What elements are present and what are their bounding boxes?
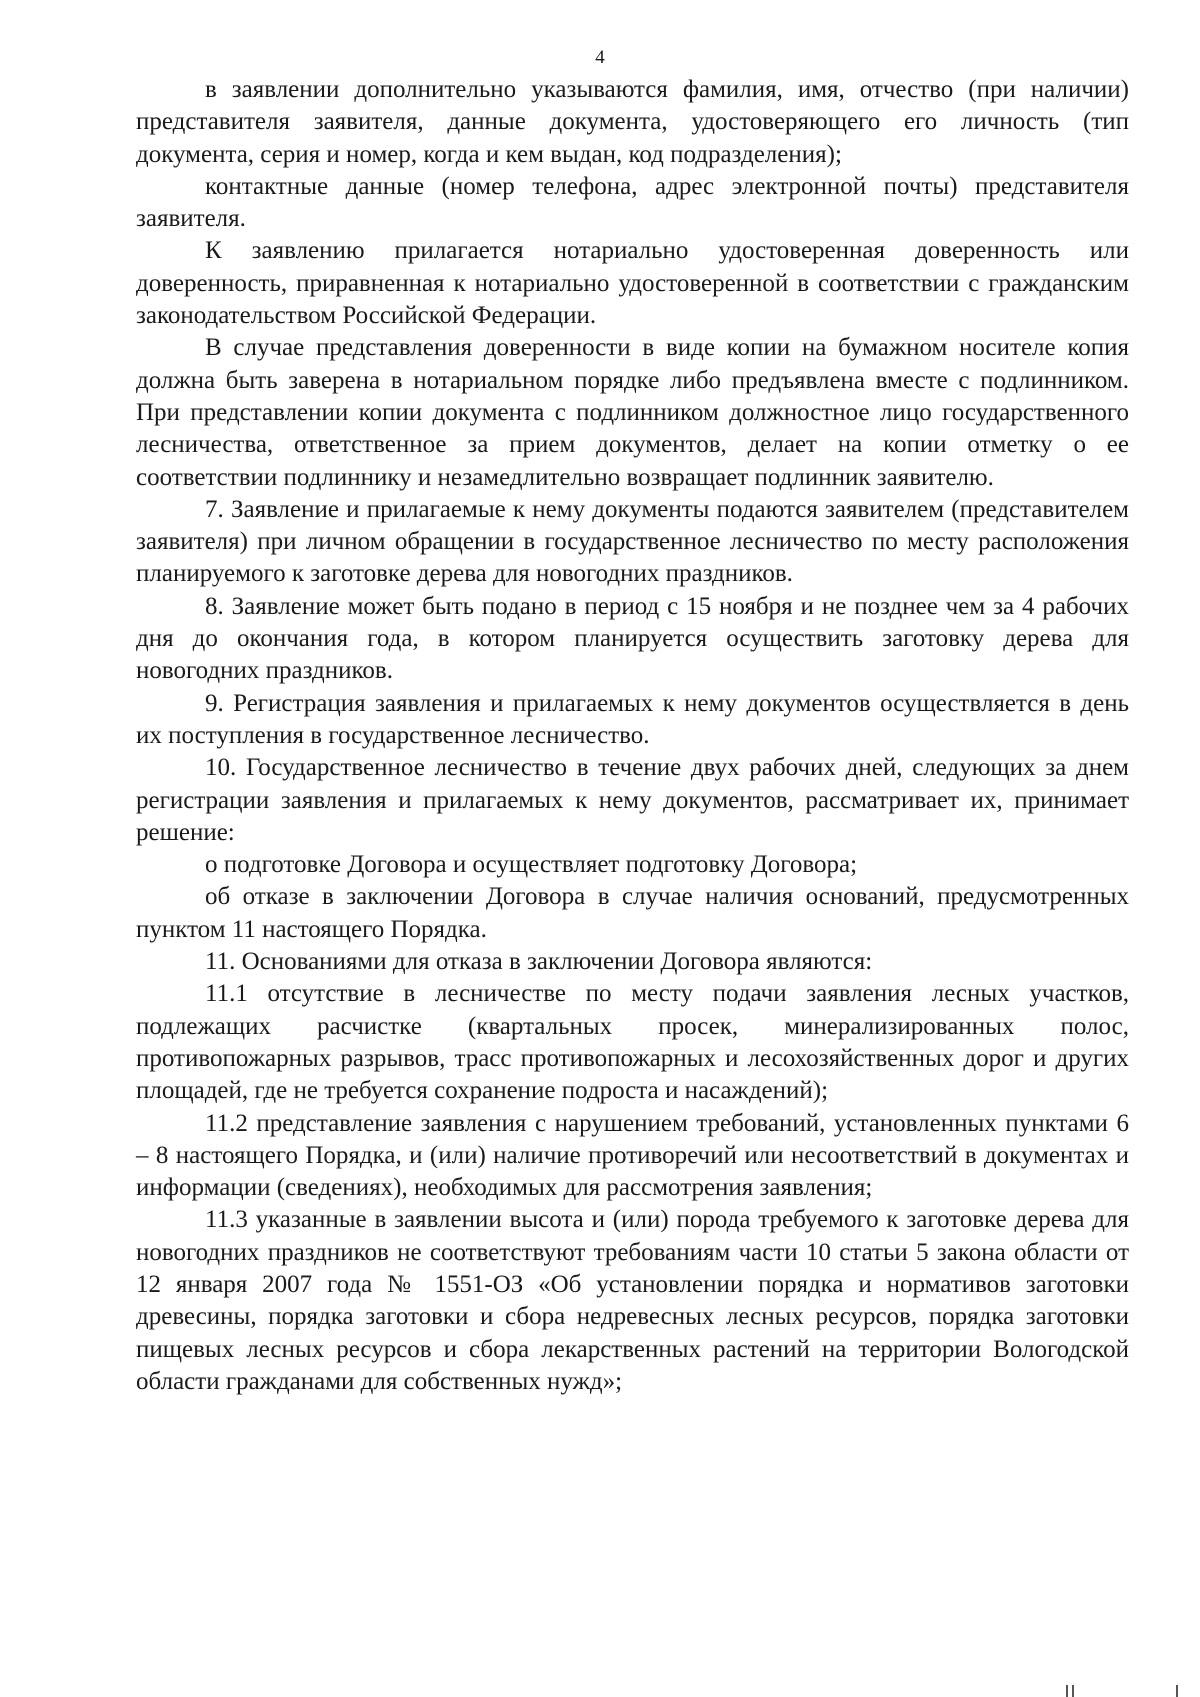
paragraph: в заявлении дополнительно указываются фамилия, имя, отчество (при наличии) представителя заявителя, данные документа, удостоверяющего его личность (тип документа, серия и номер, когда и кем выдан, код подразделения);: [136, 76, 1129, 168]
paragraph: 11.3 указанные в заявлении высота и (или) порода требуемого к заготовке дерева для новогодних праздников не соответствуют требованиям части 10 статьи 5 закона области от 12 января 2007 года № 1551-ОЗ «Об установлении порядка и нормативов заготовки древесины, порядка заготовки и сбора недревесных лесных ресурсов, порядка заготовки пищевых лесных ресурсов и сбора лекарственных растений на территории Вологодской области гражданами для собственных нужд»;: [136, 1206, 1129, 1395]
paragraph: контактные данные (номер телефона, адрес электронной почты) представителя заявителя.: [136, 172, 1129, 233]
paragraph: 9. Регистрация заявления и прилагаемых к нему документов осуществляется в день их поступления в государственное лесничество.: [136, 689, 1129, 749]
paragraph: 8. Заявление может быть подано в период с 15 ноября и не позднее чем за 4 рабочих дня до окончания года, в котором планируется осуществить заготовку дерева для новогодних праздников.: [136, 592, 1129, 685]
scan-mark: [1066, 1685, 1068, 1697]
document-body: [136, 74, 1129, 1398]
page-number: 4: [595, 47, 605, 68]
paragraph: 11.2 представление заявления с нарушением требований, установленных пунктами 6 – 8 настоящего Порядка, и (или) наличие противоречий или несоответствий в документах и информации (сведениях), необходимых для рассмотрения заявления;: [136, 1109, 1129, 1202]
scan-mark: [1176, 1685, 1178, 1697]
paragraph: 10. Государственное лесничество в течение двух рабочих дней, следующих за днем регистрации заявления и прилагаемых к нему документов, рассматривает их, принимает решение:: [136, 754, 1129, 846]
paragraph: 7. Заявление и прилагаемые к нему документы подаются заявителем (представителем заявителя) при личном обращении в государственное лесничество по месту расположения планируемого к заготовке дерева для новогодних праздников.: [136, 495, 1129, 588]
scan-mark: [1072, 1685, 1074, 1697]
paragraph: В случае представления доверенности в виде копии на бумажном носителе копия должна быть заверена в нотариальном порядке либо предъявлена вместе с подлинником. При представлении копии документа с подлинником должностное лицо государственного лесничества, ответственное за прием документов, делает на копии отметку о ее соответствии подлиннику и незамедлительно возвращает подлинник заявителю.: [136, 334, 1129, 491]
paragraph: 11.1 отсутствие в лесничестве по месту подачи заявления лесных участков, подлежащих расчистке (квартальных просек, минерализированных полос, противопожарных разрывов, трасс противопожарных и лесохозяйственных дорог и других площадей, где не требуется сохранение подроста и насаждений);: [136, 980, 1129, 1105]
paragraph: об отказе в заключении Договора в случае наличия оснований, предусмотренных пунктом 11 настоящего Порядка.: [136, 883, 1129, 943]
paragraph: о подготовке Договора и осуществляет подготовку Договора;: [205, 851, 858, 879]
paragraph: 11. Основаниями для отказа в заключении Договора являются:: [205, 948, 873, 976]
paragraph: К заявлению прилагается нотариально удостоверенная доверенность или доверенность, приравненная к нотариально удостоверенной в соответствии с гражданским законодательством Российской Федерации.: [136, 237, 1129, 330]
